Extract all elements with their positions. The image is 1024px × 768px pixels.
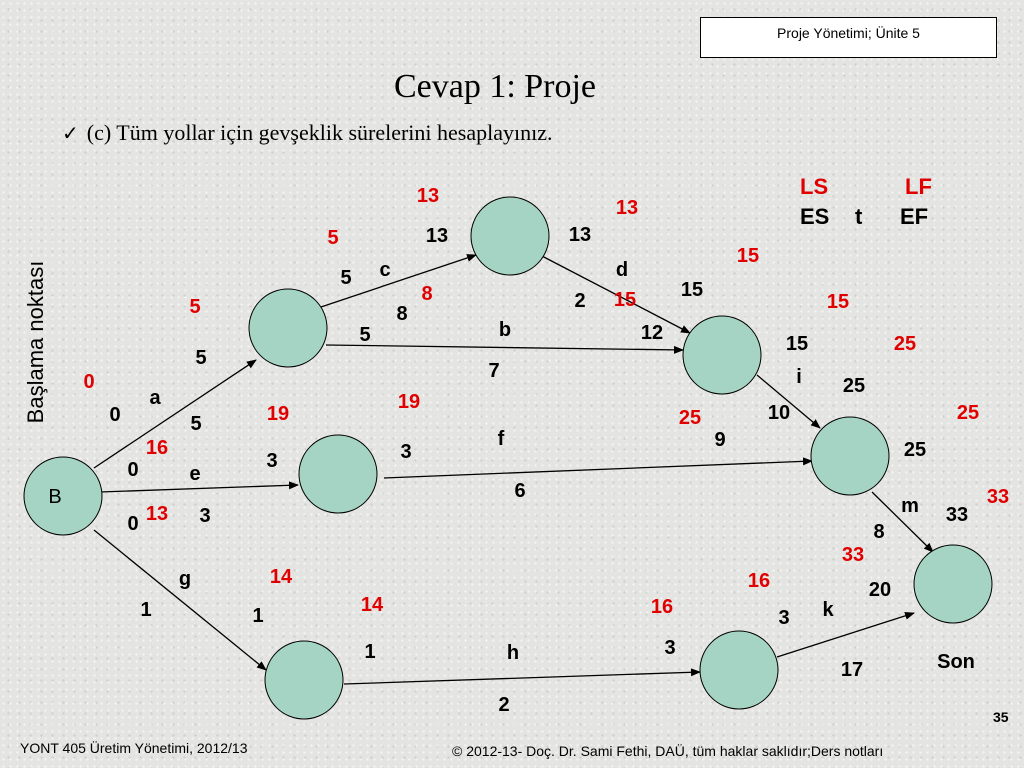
e-lf: 19 — [266, 403, 290, 425]
f-lf: 25 — [678, 407, 702, 429]
f-duration: 6 — [514, 480, 526, 502]
node-3 — [299, 435, 377, 513]
node-2 — [471, 197, 549, 275]
node-7 — [700, 631, 778, 709]
b-ef: 12 — [640, 322, 664, 344]
c-ef: 13 — [425, 225, 449, 247]
f-name: f — [497, 428, 505, 450]
footer-copyright: © 2012-13- Doç. Dr. Sami Fethi, DAÜ, tüm haklar saklıdır;Ders notları — [452, 743, 884, 759]
k-es: 3 — [778, 607, 790, 629]
c-es: 5 — [340, 267, 352, 289]
a-name: a — [149, 387, 161, 409]
d-name: d — [615, 259, 629, 281]
m-ef: 33 — [945, 504, 969, 526]
arrow-e — [100, 485, 298, 492]
d-ef: 15 — [680, 279, 704, 301]
checkmark-icon: ✓ — [62, 123, 79, 145]
h-es: 1 — [364, 641, 376, 663]
a-ef: 5 — [195, 347, 207, 369]
e-ls: 16 — [145, 437, 169, 459]
start-point-label: Başlama noktası — [23, 260, 48, 424]
m-ls: 25 — [956, 402, 980, 424]
b-ls: 8 — [421, 283, 433, 305]
c-name: c — [379, 259, 391, 281]
b-es: 5 — [359, 324, 371, 346]
i-lf: 25 — [893, 333, 917, 355]
i-name: i — [796, 366, 802, 388]
course-header-box: Proje Yönetimi; Ünite 5 — [700, 17, 997, 58]
node-1 — [249, 289, 327, 367]
a-lf: 5 — [189, 296, 201, 318]
b-lf: 15 — [613, 289, 637, 311]
node-6 — [265, 641, 343, 719]
legend-ls: LS — [800, 174, 829, 199]
node-end — [914, 545, 992, 623]
m-lf: 33 — [986, 486, 1010, 508]
node-start — [24, 457, 102, 535]
f-es: 3 — [400, 441, 412, 463]
c-ls: 5 — [327, 227, 339, 249]
a-es: 0 — [109, 404, 121, 426]
d-lf: 15 — [736, 245, 760, 267]
h-duration: 2 — [498, 694, 510, 716]
h-lf: 16 — [650, 596, 674, 618]
d-es: 13 — [568, 224, 592, 246]
b-name: b — [498, 319, 512, 341]
h-name: h — [506, 642, 520, 664]
g-ef: 1 — [252, 605, 264, 627]
bullet-text: (c) Tüm yollar için gevşeklik sürelerini hesaplayınız. — [86, 120, 553, 145]
g-lf: 14 — [269, 566, 293, 588]
arrow-f — [384, 461, 812, 478]
m-name: m — [901, 495, 919, 517]
e-duration: 3 — [199, 505, 211, 527]
a-duration: 5 — [190, 413, 202, 435]
arrow-k — [777, 613, 914, 657]
arrow-g — [94, 530, 266, 670]
h-ls: 14 — [360, 594, 384, 616]
g-duration: 1 — [140, 599, 152, 621]
h-ef: 3 — [664, 637, 676, 659]
arrow-h — [344, 672, 700, 684]
d-ls: 13 — [615, 197, 639, 219]
f-ls: 19 — [397, 391, 421, 413]
b-duration: 7 — [488, 360, 500, 382]
i-ef: 25 — [842, 375, 866, 397]
node-5 — [811, 417, 889, 495]
c-lf: 13 — [416, 185, 440, 207]
g-name: g — [178, 568, 192, 590]
m-es: 25 — [903, 439, 927, 461]
e-es: 0 — [127, 459, 139, 481]
arrow-b — [326, 345, 683, 350]
legend-ef: EF — [900, 204, 929, 229]
k-name: k — [822, 599, 834, 621]
end-node-label: Son — [937, 651, 975, 673]
e-ef: 3 — [266, 450, 278, 472]
k-lf: 33 — [841, 544, 865, 566]
i-ls: 15 — [826, 291, 850, 313]
start-node-label: B — [48, 486, 62, 508]
legend-lf: LF — [905, 174, 932, 199]
footer-course: YONT 405 Üretim Yönetimi, 2012/13 — [20, 740, 248, 756]
legend-t: t — [855, 204, 863, 229]
slide-title: Cevap 1: Proje — [393, 68, 597, 105]
f-ef: 9 — [714, 429, 726, 451]
d-duration: 2 — [574, 290, 586, 312]
legend-es: ES — [800, 204, 830, 229]
c-duration: 8 — [396, 303, 408, 325]
a-ls: 0 — [83, 371, 95, 393]
k-ef: 20 — [868, 579, 892, 601]
g-es: 0 — [127, 513, 139, 535]
i-duration: 10 — [767, 402, 791, 424]
node-4 — [683, 316, 761, 394]
e-name: e — [189, 463, 201, 485]
m-duration: 8 — [873, 521, 885, 543]
page-number: 35 — [993, 709, 1009, 725]
k-ls: 16 — [747, 570, 771, 592]
g-ls: 13 — [145, 503, 169, 525]
k-duration: 17 — [840, 659, 864, 681]
i-es: 15 — [785, 333, 809, 355]
